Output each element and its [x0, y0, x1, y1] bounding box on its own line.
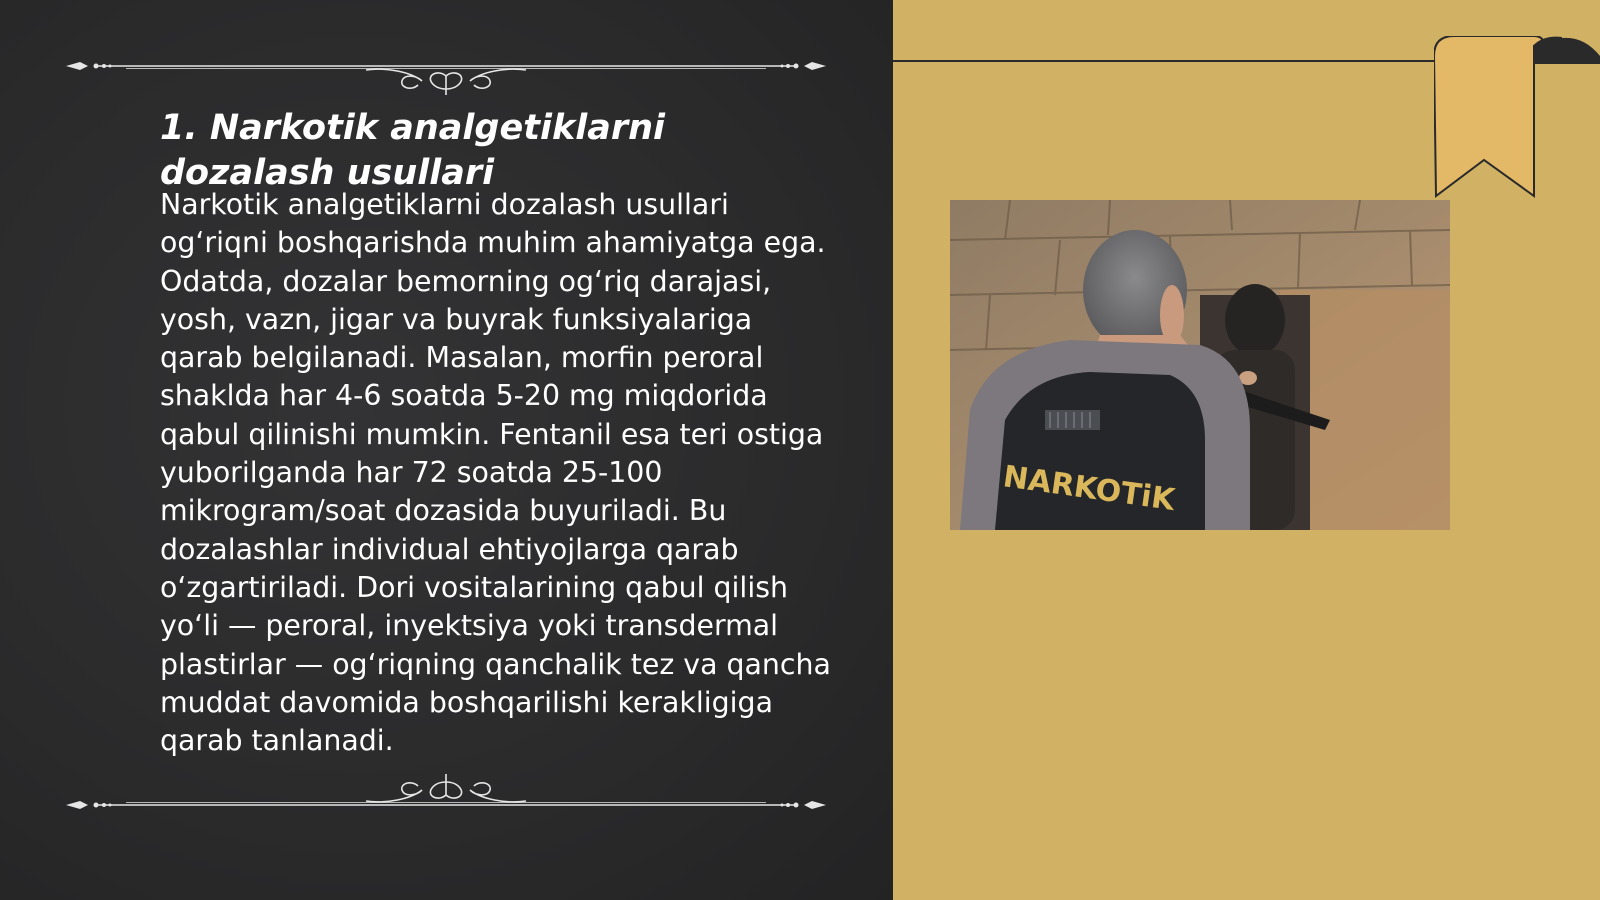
bookmark-ribbon-icon	[1434, 36, 1600, 200]
slide-body-text: Narkotik analgetiklarni dozalash usullari og‘riqni boshqarishda muhim ahamiyatga ega. Odatda, dozalar bemorning og‘riq darajasi, yosh, vazn, jigar va buyrak funksiyalariga qarab belgilanadi. Masalan, morfin peroral shaklda har 4-6 soatda 5-20 mg miqdorida qabul qilinishi mumkin. Fentanil esa teri ostiga yuborilganda har 72 soatda 25-100 mikrogram/soat dozasida buyuriladi. Bu dozalashlar individual ehtiyojlarga qarab o‘zgartiriladi. Dori vositalarining qabul qilish yo‘li — peroral, inyektsiya yoki transdermal plastirlar — og‘riqning qanchalik tez va qancha muddat davomida boshqarilishi kerakligiga qarab tanlanadi.	[160, 188, 831, 758]
slide-title: 1. Narkotik analgetiklarni dozalash usullari	[160, 108, 666, 193]
ornamental-divider-top	[66, 45, 826, 95]
slide-photo	[950, 200, 1450, 530]
vest-label: NARKOTiK	[1000, 459, 1177, 518]
ornamental-divider-bottom	[66, 774, 826, 824]
